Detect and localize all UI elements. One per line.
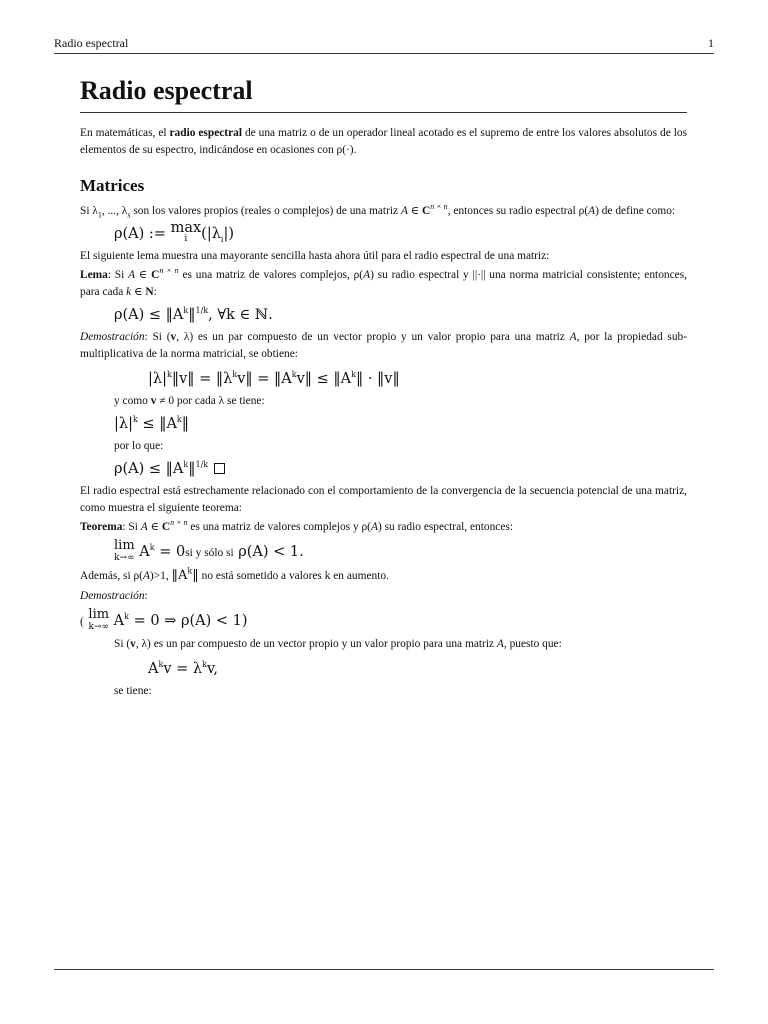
formula-lambda-bound: $|\lambda|^k$ ≤ $‖A^k‖$	[114, 415, 190, 432]
additional-note-paragraph: Además, si ρ(A)>1, $‖A^k‖$ no está sometido a valores k en aumento.	[80, 566, 389, 583]
proof-label-2: Demostración	[80, 590, 145, 602]
title-divider	[80, 112, 687, 113]
qed-square-icon	[214, 463, 225, 474]
eigenpair-paragraph: Si (v, λ) es un par compuesto de un vector propio y un valor propio para una matriz A, puesto que:	[114, 638, 562, 650]
theorem-label: Teorema	[80, 521, 123, 533]
formula-lemma-bound: $\rho(A) \le ‖A^k‖^{1/k}$, ∀k ∈ ℕ.	[114, 306, 273, 323]
definition-paragraph: Si $\lambda_1$, ..., $\lambda_s$ son los valores propios (reales o complejos) de una matriz A ∈ $C^{n \times n}$, entonces su radio espectral ρ(A) de define como:	[80, 202, 676, 220]
closing-paragraph: se tiene:	[114, 685, 152, 697]
proof-label: Demostración	[80, 331, 145, 343]
article-body	[80, 70, 687, 700]
formula-proof-conclusion: $\rho(A) \le ‖A^k‖^{1/k}$	[80, 457, 687, 481]
lemma-label: Lema	[80, 269, 108, 281]
theorem-paragraph: Teorema: Si A ∈ $C^{n \times n}$ es una matriz de valores complejos y ρ(A) su radio espectral, entonces:	[80, 518, 514, 533]
therefore-paragraph: por lo que:	[114, 440, 164, 452]
proof-paragraph: Demostración: Si (v, λ) es un par compuesto de un vector propio y un valor propio para una matriz A, por la propiedad sub-multiplicativa de la norma matricial, se obtiene:	[80, 331, 688, 360]
intro-paragraph: En matemáticas, el radio espectral de una matriz o de un operador lineal acotado es el supremo de entre los valores absolutos de los elementos de su espectro, indicándose en ocasiones con ρ(·).	[80, 127, 687, 156]
article-title: Radio espectral	[80, 76, 253, 105]
footer-divider	[54, 969, 714, 970]
formula-eigen-power: $A^kv = \lambda^kv$,	[148, 660, 219, 677]
section-heading-matrices: Matrices	[80, 176, 145, 195]
lemma-paragraph: Lema: Si A ∈ $C^{n \times n}$ es una matriz de valores complejos, ρ(A) su radio espectral y ||·|| una norma matricial consistente; entonces, para cada k ∈ N:	[80, 266, 687, 298]
formula-theorem-statement: lim k→∞ $A^k = 0si$ y sólo si ρ(A) < 1.	[114, 538, 304, 563]
proof-step-paragraph: y como v ≠ 0 por cada λ se tiene:	[114, 395, 265, 407]
convergence-paragraph: El radio espectral está estrechamente relacionado con el comportamiento de la convergencia de la secuencia potencial de una matriz, como muestra el siguiente teorema:	[80, 485, 687, 514]
limit-operator: lim k→∞	[114, 538, 135, 563]
formula-proof-direction: ( lim k→∞ $A^k = 0$ ⇒ ρ(A) < 1)	[80, 607, 248, 632]
proof-label-paragraph: Demostración:	[80, 590, 148, 602]
limit-operator-2: lim k→∞	[88, 607, 110, 632]
header-divider	[54, 53, 714, 54]
running-title: Radio espectral	[54, 36, 129, 50]
page-number: 1	[708, 36, 714, 50]
formula-spectral-radius-definition: ρ(A) := max i $(|\lambda_i|)$	[114, 220, 234, 244]
formula-submultiplicative: $|\lambda|^k‖v‖$ = $‖\lambda^kv‖$ = $‖A^kv‖$ ≤ $‖A^k‖$ · ‖v‖	[148, 370, 400, 387]
max-operator: max i	[170, 220, 202, 244]
lemma-intro-paragraph: El siguiente lema muestra una mayorante sencilla hasta ahora útil para el radio espectral de una matriz:	[80, 250, 550, 262]
intro-bold-term: radio espectral	[169, 127, 243, 139]
